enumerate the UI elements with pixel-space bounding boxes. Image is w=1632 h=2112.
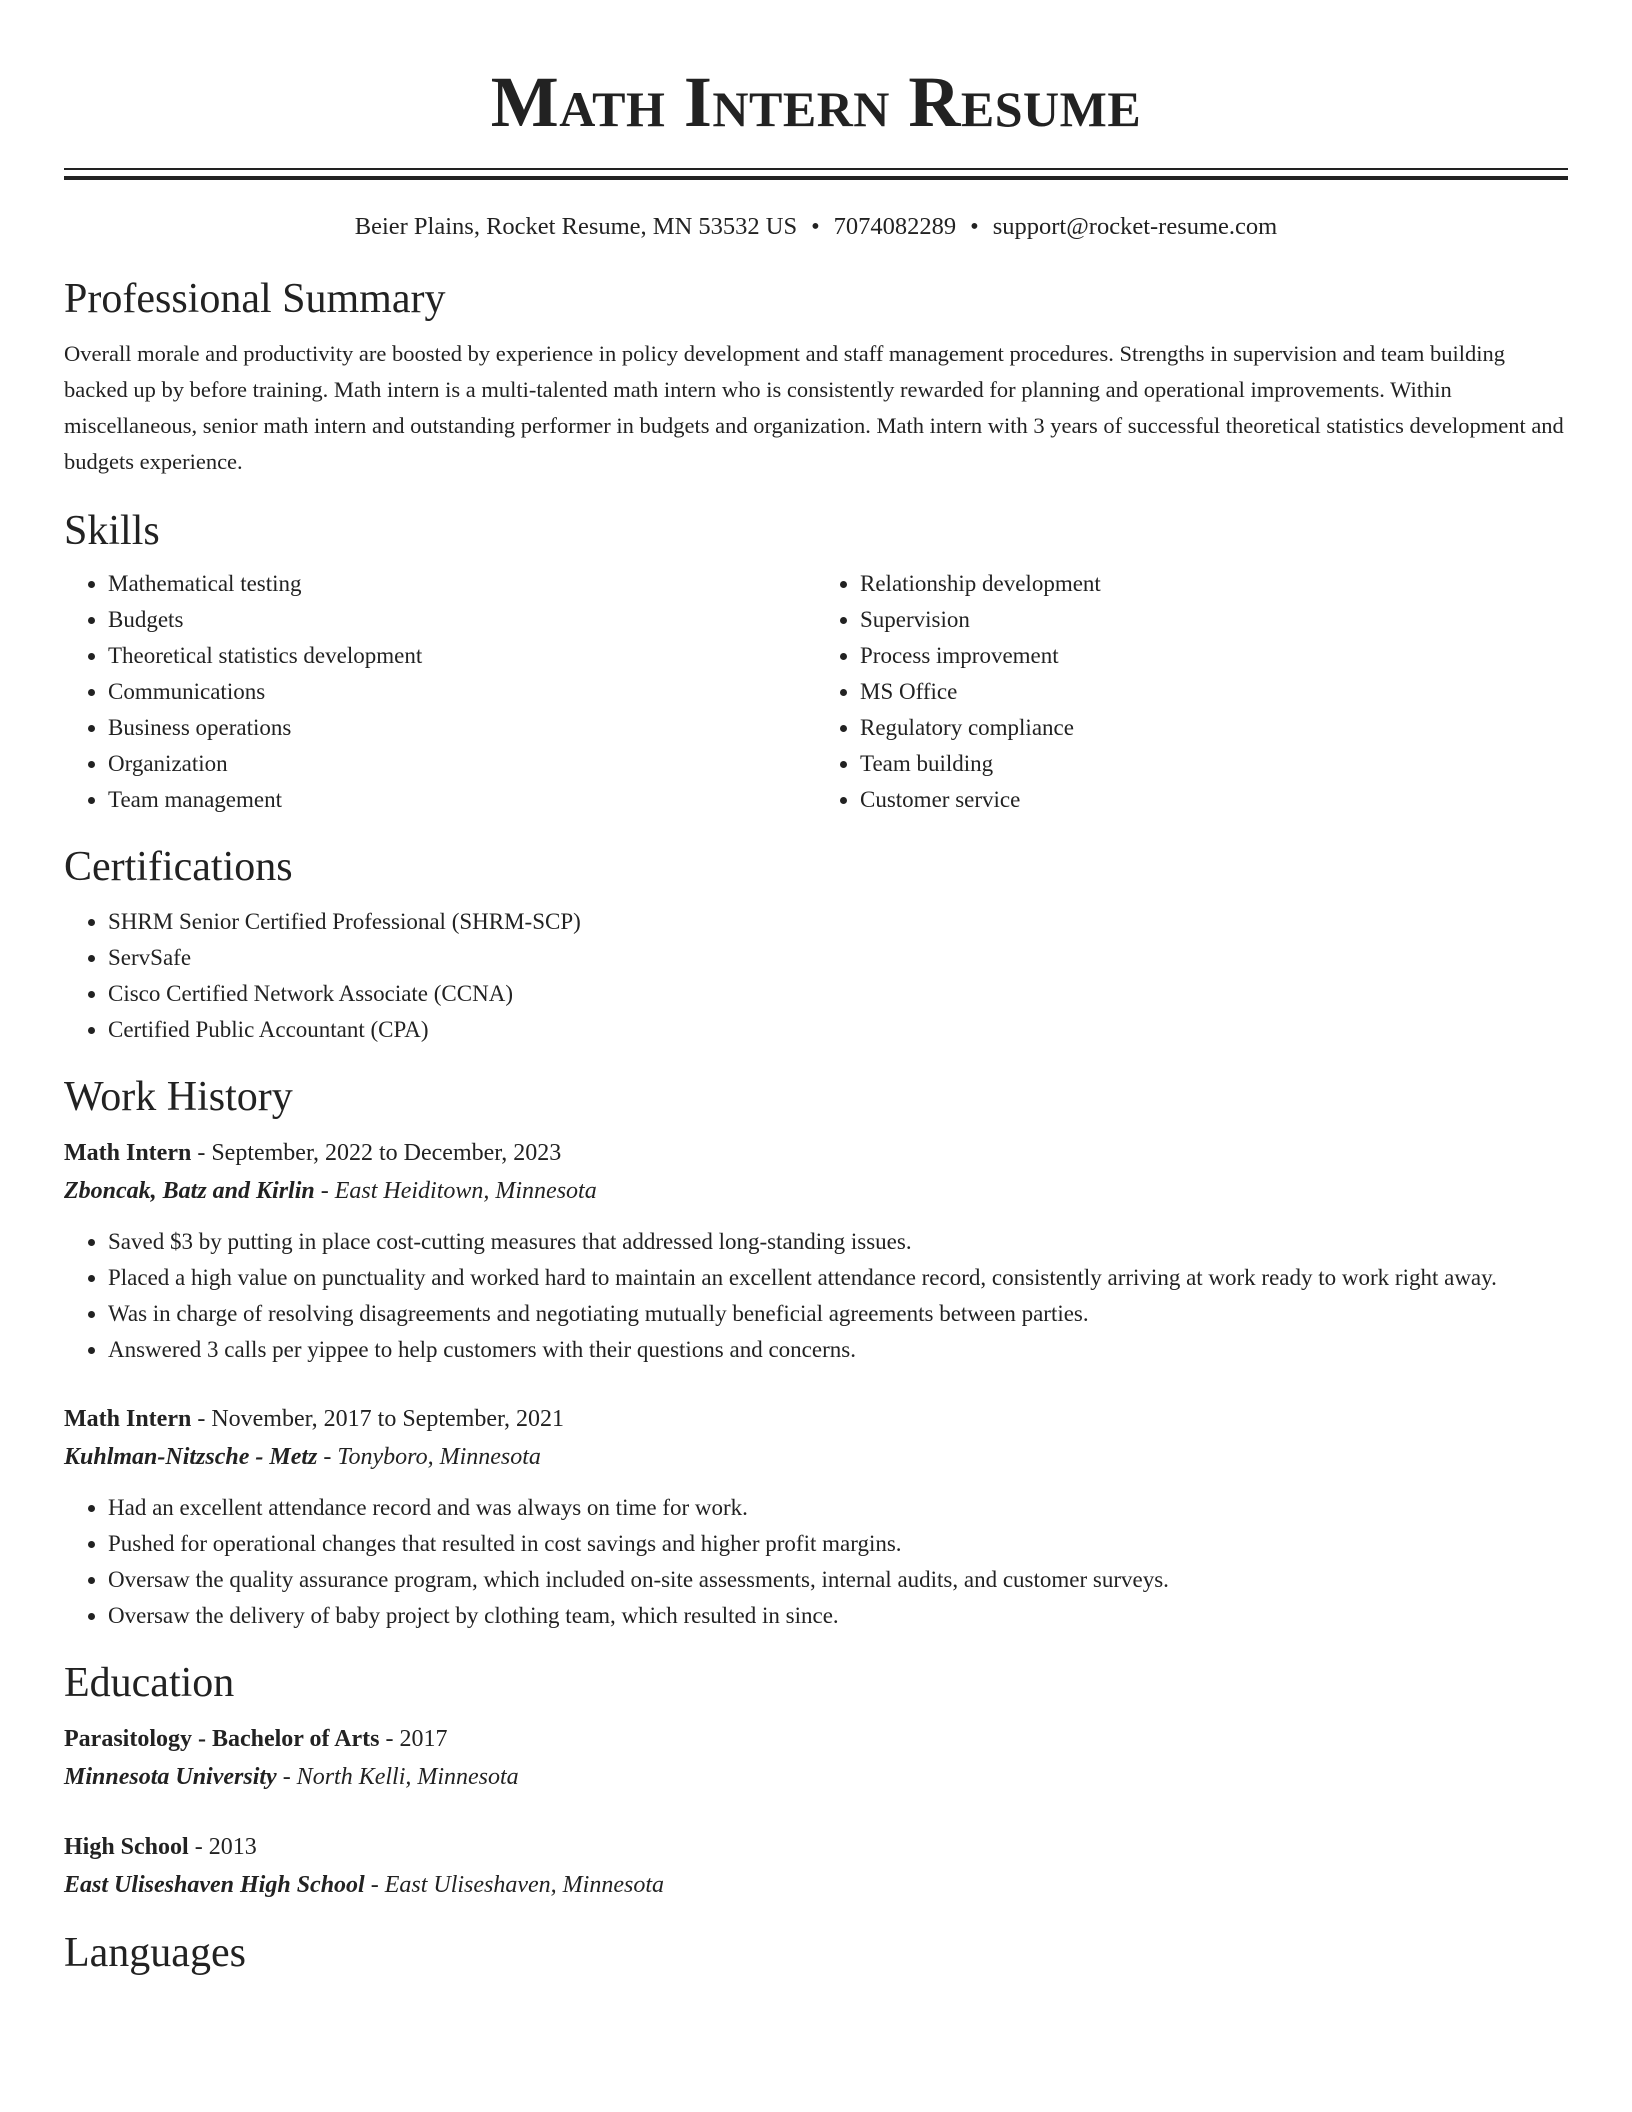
skill-item: • Team building: [860, 746, 1568, 782]
skill-item: • MS Office: [860, 674, 1568, 710]
work-section: [64, 1072, 1568, 1634]
education-entry: [64, 1720, 1568, 1796]
education-heading: [64, 1720, 1568, 1758]
section-title-skills: Skills: [64, 508, 160, 554]
skill-item: • Customer service: [860, 782, 1568, 818]
skills-list-right: [816, 566, 1568, 818]
skill-item: • Organization: [108, 746, 816, 782]
job-dates: - September, 2022 to December, 2023: [191, 1140, 562, 1166]
job-role: Math Intern: [64, 1140, 192, 1166]
job-role: Math Intern: [64, 1406, 192, 1432]
section-title-languages: Languages: [64, 1930, 246, 1976]
education-degree: Parasitology - Bachelor of Arts: [64, 1726, 380, 1752]
education-location: - North Kelli, Minnesota: [276, 1764, 519, 1790]
skill-item: • Supervision: [860, 602, 1568, 638]
section-title-education: Education: [64, 1660, 235, 1706]
job-bullets: [64, 1490, 1568, 1634]
skill-item: • Mathematical testing: [108, 566, 816, 602]
education-year: - 2013: [188, 1834, 257, 1860]
skill-item: • Team management: [108, 782, 816, 818]
skill-item: • Regulatory compliance: [860, 710, 1568, 746]
job-entry: [64, 1134, 1568, 1368]
job-location: - East Heiditown, Minnesota: [314, 1178, 597, 1204]
section-title-certifications: Certifications: [64, 844, 293, 890]
education-section: [64, 1658, 1568, 1904]
job-dates: - November, 2017 to September, 2021: [191, 1406, 564, 1432]
job-company: Kuhlman-Nitzsche - Metz: [64, 1444, 318, 1470]
skill-item: • Relationship development: [860, 566, 1568, 602]
skills-list-left: [64, 566, 816, 818]
certification-item: • ServSafe: [108, 940, 1568, 976]
job-entry: [64, 1400, 1568, 1634]
education-entry: [64, 1828, 1568, 1904]
education-heading: [64, 1828, 1568, 1866]
education-location: - East Uliseshaven, Minnesota: [364, 1872, 665, 1898]
certifications-section: [64, 842, 1568, 1048]
contact-separator: •: [970, 213, 979, 240]
resume-page: [64, 0, 1568, 1978]
contact-separator: •: [811, 213, 820, 240]
education-degree: High School: [64, 1834, 189, 1860]
job-location: - Tonyboro, Minnesota: [317, 1444, 541, 1470]
education-institution: [64, 1758, 1568, 1796]
skill-item: • Business operations: [108, 710, 816, 746]
job-bullet: • Was in charge of resolving disagreements and negotiating mutually beneficial agreements between parties.: [108, 1296, 1568, 1332]
education-institution: [64, 1866, 1568, 1904]
certification-item: • Cisco Certified Network Associate (CCNA): [108, 976, 1568, 1012]
job-bullet: • Saved $3 by putting in place cost-cutting measures that addressed long-standing issues.: [108, 1224, 1568, 1260]
education-school: Minnesota University: [64, 1764, 277, 1790]
contact-address: Beier Plains, Rocket Resume, MN 53532 US: [354, 213, 798, 240]
skill-item: • Budgets: [108, 602, 816, 638]
job-employer: [64, 1172, 1568, 1210]
job-bullet: • Placed a high value on punctuality and worked hard to maintain an excellent attendance record, consistently arriving at work ready to work right away.: [108, 1260, 1568, 1296]
contact-phone: 7074082289: [833, 213, 957, 240]
skills-section: [64, 506, 1568, 818]
certification-item: • SHRM Senior Certified Professional (SHRM-SCP): [108, 904, 1568, 940]
job-company: Zboncak, Batz and Kirlin: [64, 1178, 315, 1204]
section-title-work: Work History: [64, 1074, 293, 1120]
title-divider: [64, 168, 1568, 170]
job-bullet: • Oversaw the quality assurance program, which included on-site assessments, internal audits, and customer surveys.: [108, 1562, 1568, 1598]
job-heading: [64, 1400, 1568, 1438]
languages-section: [64, 1928, 1568, 1978]
page-title: Math Intern Resume: [490, 62, 1142, 142]
skill-item: • Communications: [108, 674, 816, 710]
education-school: East Uliseshaven High School: [64, 1872, 365, 1898]
job-bullet: • Oversaw the delivery of baby project by clothing team, which resulted in since.: [108, 1598, 1568, 1634]
job-bullet: • Pushed for operational changes that resulted in cost savings and higher profit margins.: [108, 1526, 1568, 1562]
summary-section: [64, 274, 1568, 480]
certifications-list: [64, 904, 1568, 1048]
certification-item: • Certified Public Accountant (CPA): [108, 1012, 1568, 1048]
contact-line: [64, 212, 1568, 242]
job-bullet: • Had an excellent attendance record and was always on time for work.: [108, 1490, 1568, 1526]
skill-item: • Process improvement: [860, 638, 1568, 674]
skills-columns: [64, 566, 1568, 818]
summary-text: Overall morale and productivity are boosted by experience in policy development and staff management procedures. Strengths in supervision and team building backed up by before training. Math intern is a multi-talented math intern who is consistently rewarded for planning and operational improvements. Within miscellaneous, senior math intern and outstanding performer in budgets and organization. Math intern with 3 years of successful theoretical statistics development and budgets experience.: [64, 341, 1564, 474]
section-title-summary: Professional Summary: [64, 276, 446, 322]
education-year: - 2017: [379, 1726, 448, 1752]
title-divider-thick: [64, 176, 1568, 180]
job-bullets: [64, 1224, 1568, 1368]
job-heading: [64, 1134, 1568, 1172]
skill-item: • Theoretical statistics development: [108, 638, 816, 674]
job-employer: [64, 1438, 1568, 1476]
job-bullet: • Answered 3 calls per yippee to help customers with their questions and concerns.: [108, 1332, 1568, 1368]
contact-email[interactable]: support@rocket-resume.com: [992, 213, 1278, 240]
